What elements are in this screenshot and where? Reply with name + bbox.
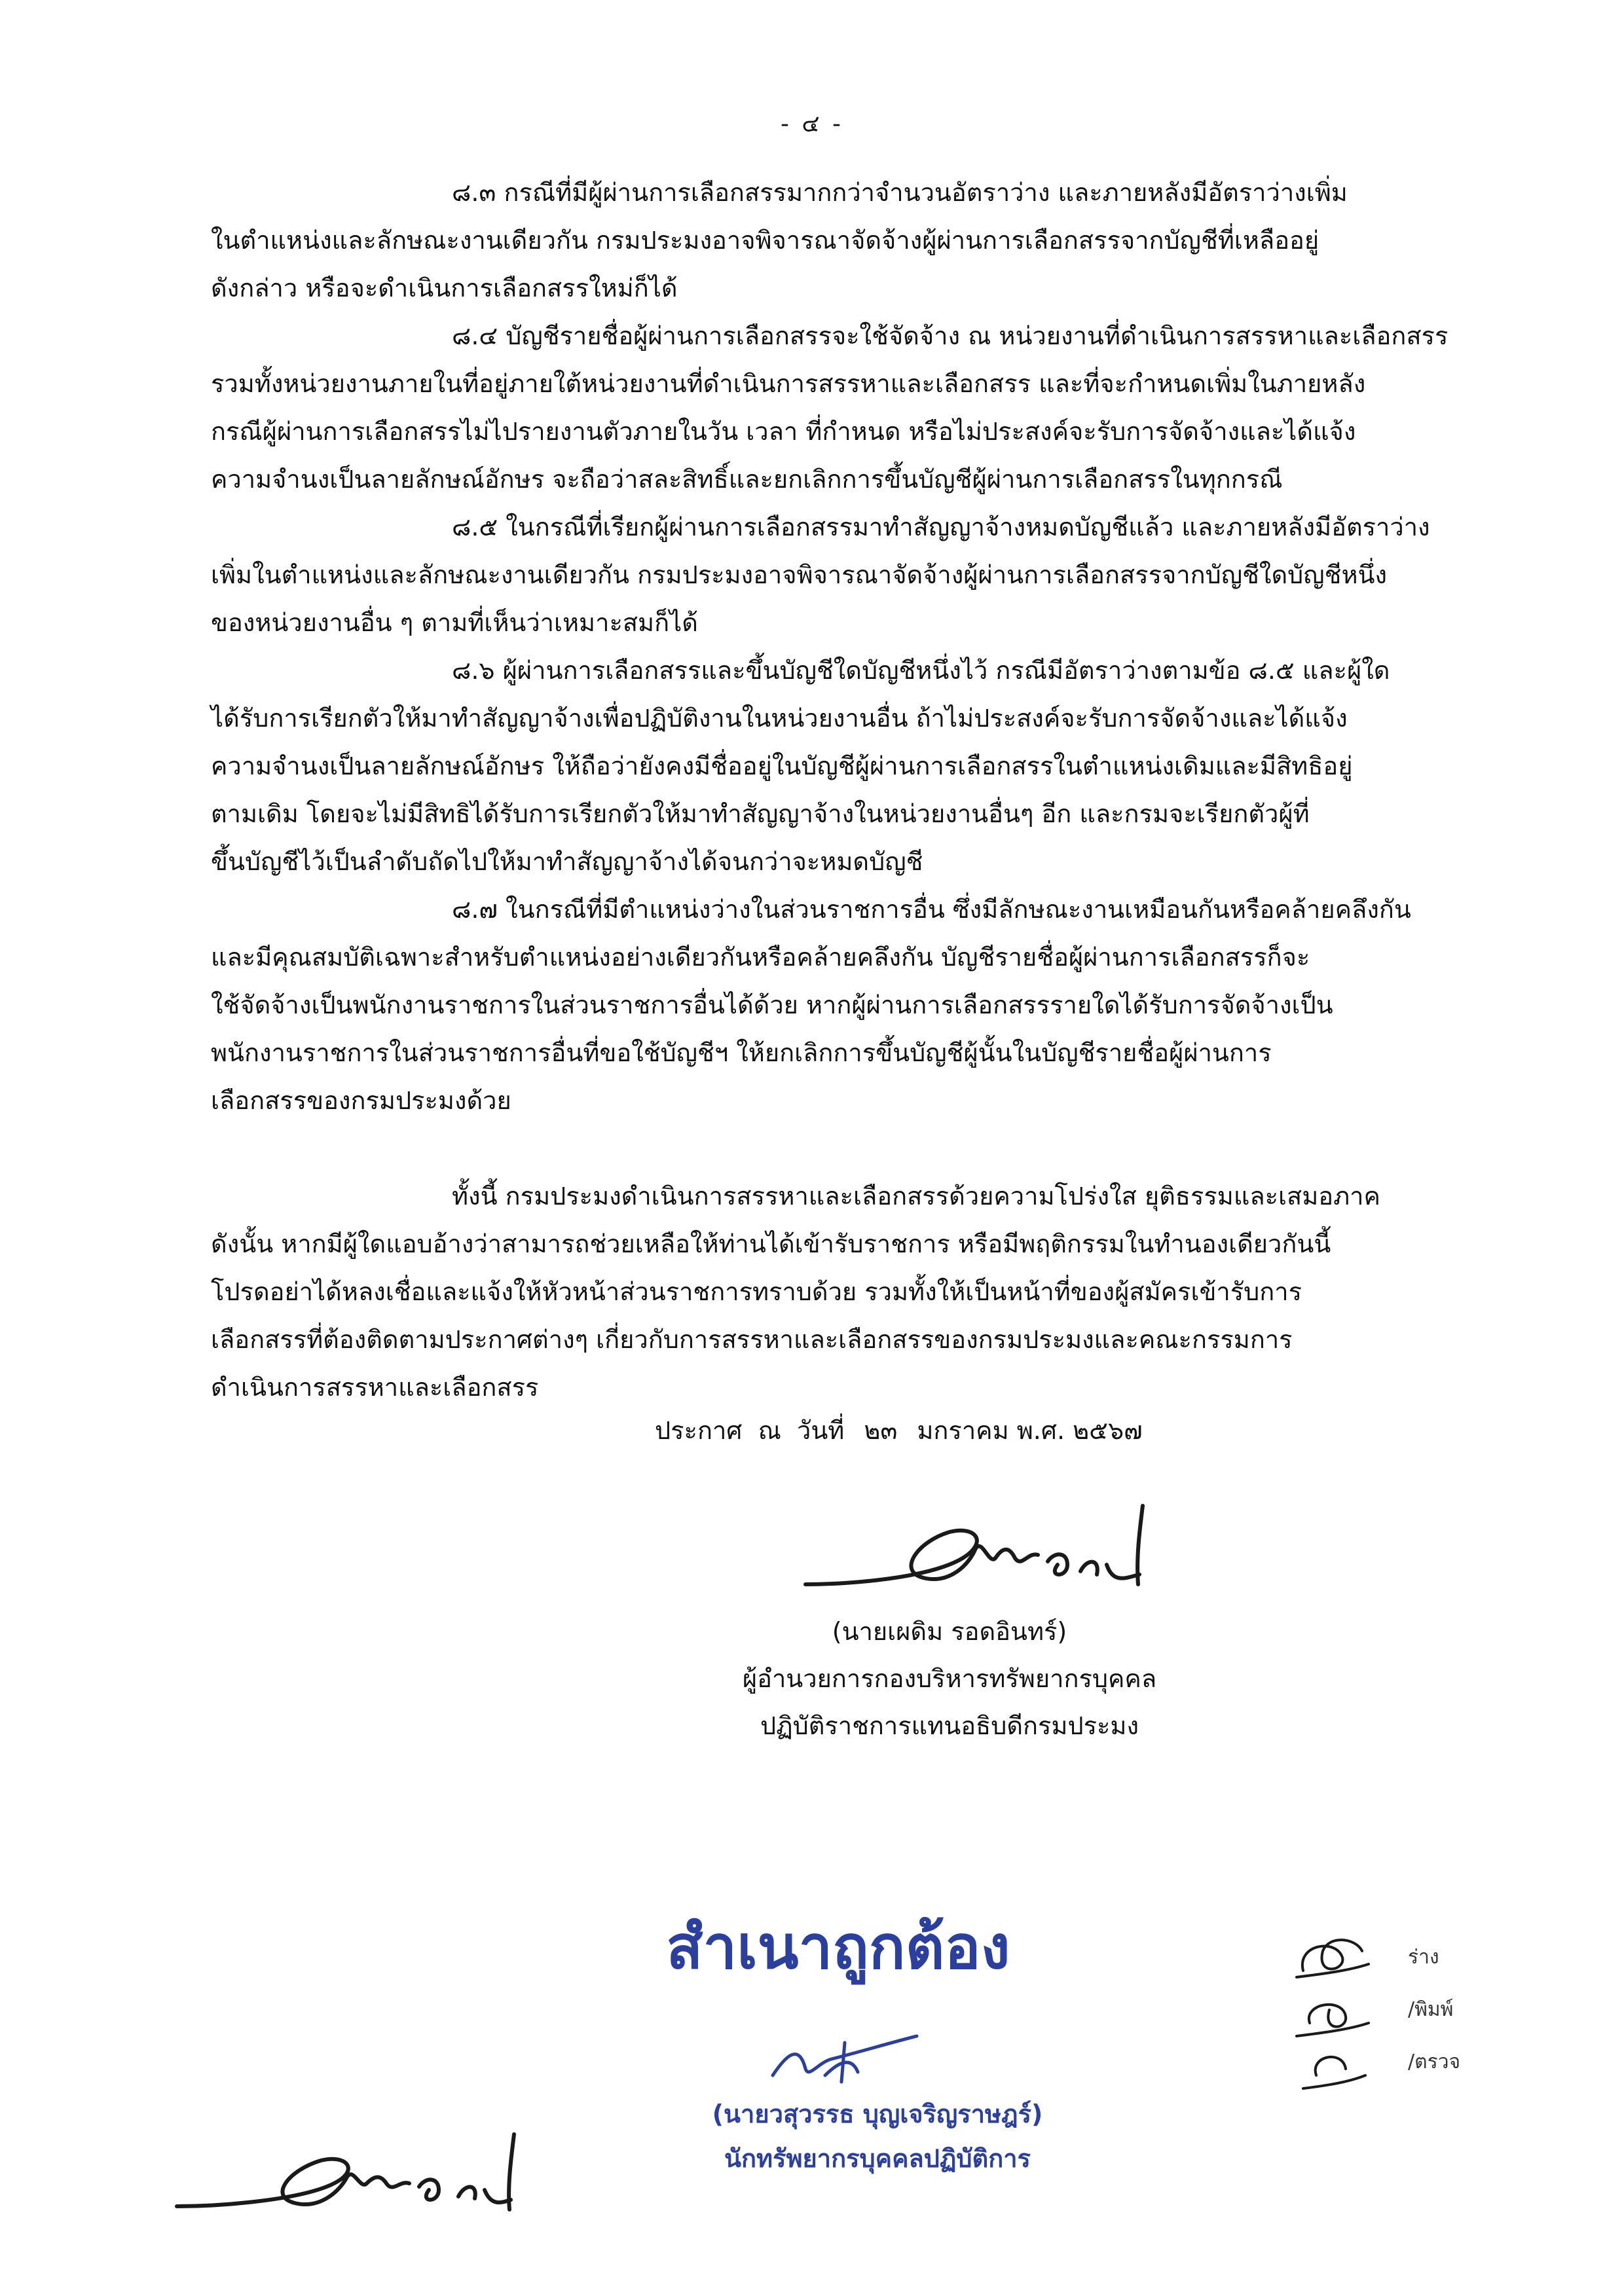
closing-line: ดำเนินการสรรหาและเลือกสรร (211, 1373, 539, 1402)
clause-line: ๘.๗ ในกรณีที่มีตำแหน่งว่างในส่วนราชการอื่น ซึ่งมีลักษณะงานเหมือนกันหรือคล้ายคลึงกัน (452, 895, 1411, 924)
initials-column (1336, 1931, 1467, 2088)
clause-8-4 (211, 312, 1475, 503)
document-body (211, 169, 1475, 1412)
signatory-name: (นายเผดิม รอดอินทร์) (832, 1617, 1067, 1646)
clause-8-7 (211, 886, 1475, 1125)
certified-copy-stamp: สำเนาถูกต้อง (666, 1912, 1010, 1982)
signatory-title: ผู้อำนวยการกองบริหารทรัพยากรบุคคล (742, 1664, 1157, 1693)
clause-line: พนักงานราชการในส่วนราชการอื่นที่ขอใช้บัญชีฯ ให้ยกเลิกการขึ้นบัญชีผู้นั้นในบัญชีรายชื่อผู้ผ่านการ (211, 1038, 1272, 1067)
initial-draft: ร่าง (1408, 1946, 1439, 1969)
clause-line: รวมทั้งหน่วยงานภายในที่อยู่ภายใต้หน่วยงานที่ดำเนินการสรรหาและเลือกสรร และที่จะกำหนดเพิ่มในภายหลัง (211, 369, 1366, 398)
clause-line: ความจำนงเป็นลายลักษณ์อักษร จะถือว่าสละสิทธิ์และยกเลิกการขึ้นบัญชีผู้ผ่านการเลือกสรรในทุกกรณี (211, 465, 1283, 494)
initial-print: /พิมพ์ (1408, 1998, 1454, 2021)
clause-line: ๘.๖ ผู้ผ่านการเลือกสรรและขึ้นบัญชีใดบัญชีหนึ่งไว้ กรณีมีอัตราว่างตามข้อ ๘.๕ และผู้ใด (452, 656, 1390, 685)
signatory-acting-title: ปฏิบัติราชการแทนอธิบดีกรมประมง (760, 1711, 1139, 1740)
certifier-signature (760, 2016, 930, 2088)
closing-paragraph (211, 1173, 1475, 1412)
clause-8-5 (211, 503, 1475, 647)
certifier-block (616, 2092, 1139, 2181)
clause-line: ใช้จัดจ้างเป็นพนักงานราชการในส่วนราชการอื่นได้ด้วย หากผู้ผ่านการเลือกสรรรายใดได้รับการจัดจ้างเป็น (211, 991, 1333, 1019)
copy-signature (170, 2121, 537, 2232)
clause-line: ตามเดิม โดยจะไม่มีสิทธิได้รับการเรียกตัวให้มาทำสัญญาจ้างในหน่วยงานอื่นๆ อีก และกรมจะเรียกตัวผู้ที่ (211, 799, 1310, 828)
announcement-date (655, 1411, 1143, 1450)
clause-line: ของหน่วยงานอื่น ๆ ตามที่เห็นว่าเหมาะสมก็ได้ (211, 608, 698, 637)
clause-8-3 (211, 169, 1475, 312)
clause-line: ในตำแหน่งและลักษณะงานเดียวกัน กรมประมงอาจพิจารณาจัดจ้างผู้ผ่านการเลือกสรรจากบัญชีที่เหลืออยู่ (211, 226, 1320, 255)
clause-line: ๘.๕ ในกรณีที่เรียกผู้ผ่านการเลือกสรรมาทำสัญญาจ้างหมดบัญชีแล้ว และภายหลังมีอัตราว่าง (452, 513, 1430, 541)
clause-line: ขึ้นบัญชีไว้เป็นลำดับถัดไปให้มาทำสัญญาจ้างได้จนกว่าจะหมดบัญชี (211, 847, 923, 876)
signatory-block (720, 1608, 1179, 1749)
clause-line: และมีคุณสมบัติเฉพาะสำหรับตำแหน่งอย่างเดียวกันหรือคล้ายคลึงกัน บัญชีรายชื่อผู้ผ่านการเลือกสรรก็จะ (211, 943, 1310, 972)
date-suffix: มกราคม พ.ศ. ๒๕๖๗ (917, 1416, 1143, 1445)
closing-line: เลือกสรรที่ต้องติดตามประกาศต่างๆ เกี่ยวกับการสรรหาและเลือกสรรของกรมประมงและคณะกรรมการ (211, 1325, 1293, 1354)
clause-line: ๘.๓ กรณีที่มีผู้ผ่านการเลือกสรรมากกว่าจำนวนอัตราว่าง และภายหลังมีอัตราว่างเพิ่ม (452, 178, 1348, 207)
closing-line: ทั้งนี้ กรมประมงดำเนินการสรรหาและเลือกสรรด้วยความโปร่งใส ยุติธรรมและเสมอภาค (452, 1182, 1380, 1211)
certifier-name: (นายวสุวรรธ บุญเจริญราษฎร์) (712, 2100, 1043, 2128)
clause-8-6 (211, 647, 1475, 886)
clause-line: ดังกล่าว หรือจะดำเนินการเลือกสรรใหม่ก็ได้ (211, 274, 678, 302)
certifier-title: นักทรัพยากรบุคคลปฏิบัติการ (724, 2144, 1031, 2173)
clause-line: เพิ่มในตำแหน่งและลักษณะงานเดียวกัน กรมประมงอาจพิจารณาจัดจ้างผู้ผ่านการเลือกสรรจากบัญชีใดบัญชีหนึ่ง (211, 560, 1388, 589)
date-day: ๒๓ (864, 1416, 898, 1445)
clause-line: ได้รับการเรียกตัวให้มาทำสัญญาจ้างเพื่อปฏิบัติงานในหน่วยงานอื่น ถ้าไม่ประสงค์จะรับการจัดจ้างและได้แจ้ง (211, 704, 1348, 733)
clause-line: ๘.๔ บัญชีรายชื่อผู้ผ่านการเลือกสรรจะใช้จัดจ้าง ณ หน่วยงานที่ดำเนินการสรรหาและเลือกสรร (452, 321, 1449, 350)
clause-line: เลือกสรรของกรมประมงด้วย (211, 1086, 511, 1115)
closing-line: โปรดอย่าได้หลงเชื่อและแจ้งให้หัวหน้าส่วนราชการทราบด้วย รวมทั้งให้เป็นหน้าที่ของผู้สมัครเข้ารับการ (211, 1277, 1302, 1306)
date-prefix: ประกาศ ณ วันที่ (655, 1416, 845, 1445)
initial-check: /ตรวจ (1408, 2050, 1461, 2073)
clause-line: กรณีผู้ผ่านการเลือกสรรไม่ไปรายงานตัวภายในวัน เวลา ที่กำหนด หรือไม่ประสงค์จะรับการจัดจ้างและได้แจ้ง (211, 417, 1356, 446)
page-number: - ๔ - (780, 111, 844, 137)
closing-line: ดังนั้น หากมีผู้ใดแอบอ้างว่าสามารถช่วยเหลือให้ท่านได้เข้ารับราชการ หรือมีพฤติกรรมในทำนองเดียวกันนี้ (211, 1230, 1331, 1258)
clause-line: ความจำนงเป็นลายลักษณ์อักษร ให้ถือว่ายังคงมีชื่ออยู่ในบัญชีผู้ผ่านการเลือกสรรในตำแหน่งเดิมและมีสิทธิอยู่ (211, 752, 1353, 780)
director-signature (799, 1486, 1166, 1617)
